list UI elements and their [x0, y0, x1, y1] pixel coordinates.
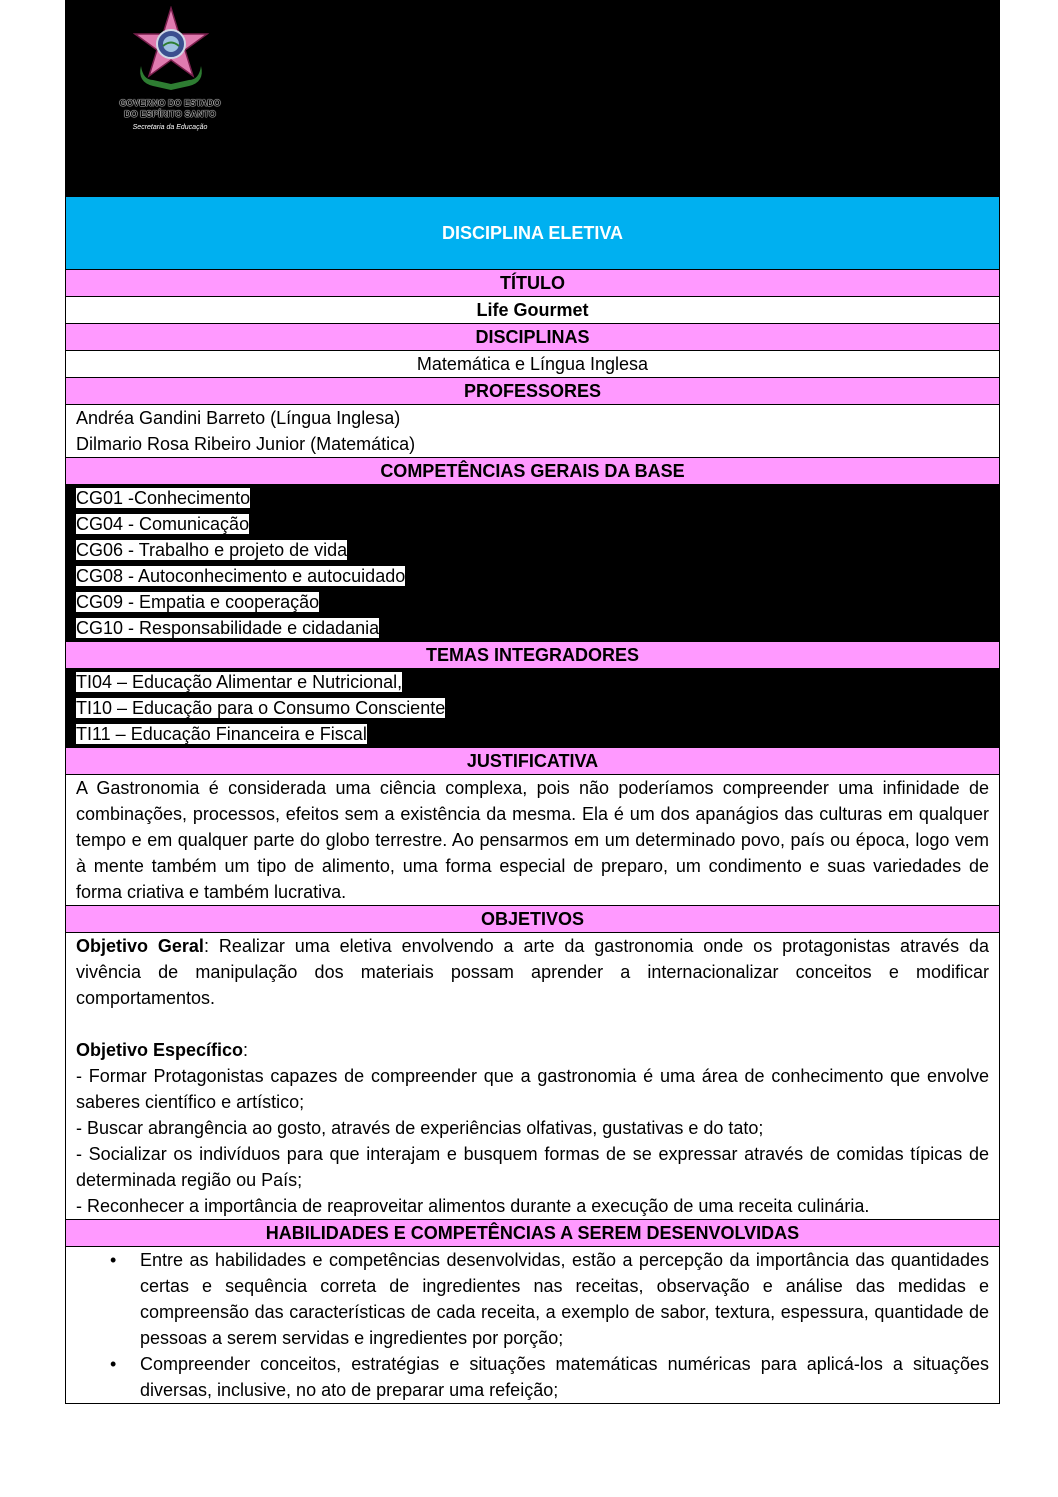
- competencia-item: CG08 - Autoconhecimento e autocuidado: [76, 566, 406, 586]
- colon: :: [243, 1040, 249, 1060]
- competencia-item: CG01 -Conhecimento: [76, 488, 251, 508]
- objetivo-geral: [76, 933, 989, 1011]
- section-justificativa-header: JUSTIFICATIVA: [66, 748, 1000, 775]
- tema-item: TI11 – Educação Financeira e Fiscal: [76, 724, 367, 744]
- competencia-item: CG04 - Comunicação: [76, 514, 250, 534]
- section-disciplinas-header: DISCIPLINAS: [66, 324, 1000, 351]
- objetivo-especifico-item: - Formar Protagonistas capazes de compreender que a gastronomia é uma área de conhecimento que envolve saberes científico e artístico;: [76, 1066, 989, 1112]
- state-seal-logo: [95, 6, 245, 138]
- section-competencias-header: COMPETÊNCIAS GERAIS DA BASE: [66, 458, 1000, 485]
- seal-line-1: GOVERNO DO ESTADO: [119, 98, 221, 108]
- elective-form-table: [65, 196, 1000, 1404]
- doc-title: DISCIPLINA ELETIVA: [66, 197, 1000, 270]
- competencia-item: CG06 - Trabalho e projeto de vida: [76, 540, 348, 560]
- objetivo-especifico-heading: [76, 1037, 989, 1063]
- section-objetivos-header: OBJETIVOS: [66, 906, 1000, 933]
- section-habilidades-header: HABILIDADES E COMPETÊNCIAS A SEREM DESENVOLVIDAS: [66, 1220, 1000, 1247]
- objetivo-especifico-item: - Reconhecer a importância de reaproveitar alimentos durante a execução de uma receita culinária.: [76, 1196, 870, 1216]
- objetivo-especifico-label: Objetivo Específico: [76, 1040, 244, 1060]
- header-banner: [65, 0, 1000, 196]
- seal-line-3: Secretaria da Educação: [132, 124, 208, 131]
- justificativa-text: A Gastronomia é considerada uma ciência complexa, pois não poderíamos compreender uma infinidade de combinações, processos, efeitos sem a existência da mesma. Ela é um dos apanágios das culturas em qualquer tempo e em qualquer parte do globo terrestre. Ao pensarmos em um determinado povo, país ou época, logo vem à mente também um tipo de alimento, uma forma especial de preparo, um condimento e suas variedades de forma criativa e também lucrativa.: [66, 775, 1000, 906]
- objetivo-geral-label: Objetivo Geral: [76, 936, 204, 956]
- spacer: [76, 1011, 989, 1037]
- professor-item: Dilmario Rosa Ribeiro Junior (Matemática): [76, 434, 416, 454]
- objetivos-body: [66, 933, 1000, 1220]
- objetivo-especifico-item: - Buscar abrangência ao gosto, através de experiências olfativas, gustativas e do tato;: [76, 1118, 764, 1138]
- competencia-item: CG10 - Responsabilidade e cidadania: [76, 618, 380, 638]
- titulo-value: Life Gourmet: [66, 297, 1000, 324]
- objetivo-especifico-item: - Socializar os indivíduos para que interajam e busquem formas de se expressar através de comidas típicas de determinada região ou País;: [76, 1144, 989, 1190]
- disciplinas-value: Matemática e Língua Inglesa: [66, 351, 1000, 378]
- document-page: [65, 0, 1000, 1404]
- section-titulo-header: TÍTULO: [66, 270, 1000, 297]
- habilidade-item: • Entre as habilidades e competências desenvolvidas, estão a percepção da importância das quantidades certas e sequência correta de ingredientes nas receitas, observação e análise das medidas e compreensão das características de cada receita, a exemplo de sabor, textura, espessura, quantidade de pessoas a serem servidas e ingredientes por porção;: [140, 1247, 989, 1351]
- objetivo-geral-text: : Realizar uma eletiva envolvendo a arte da gastronomia onde os protagonistas através da vivência de manipulação dos materiais possam aprender a internacionalizar conceitos e modificar comportamentos.: [76, 936, 989, 1008]
- seal-line-2: DO ESPÍRITO SANTO: [124, 109, 216, 119]
- professor-item: Andréa Gandini Barreto (Língua Inglesa): [76, 408, 401, 428]
- tema-item: TI10 – Educação para o Consumo Consciente: [76, 698, 446, 718]
- habilidades-list: [76, 1247, 989, 1403]
- section-professores-header: PROFESSORES: [66, 378, 1000, 405]
- habilidade-item: • Compreender conceitos, estratégias e situações matemáticas numéricas para aplicá-los a situações diversas, inclusive, no ato de preparar uma refeição;: [140, 1351, 989, 1403]
- tema-item: TI04 – Educação Alimentar e Nutricional,: [76, 672, 403, 692]
- habilidades-body: [66, 1247, 1000, 1404]
- professores-list: [66, 405, 1000, 458]
- competencias-list: [66, 485, 1000, 642]
- competencia-item: CG09 - Empatia e cooperação: [76, 592, 320, 612]
- section-temas-header: TEMAS INTEGRADORES: [66, 642, 1000, 669]
- seal-icon: [133, 6, 209, 94]
- temas-list: [66, 669, 1000, 748]
